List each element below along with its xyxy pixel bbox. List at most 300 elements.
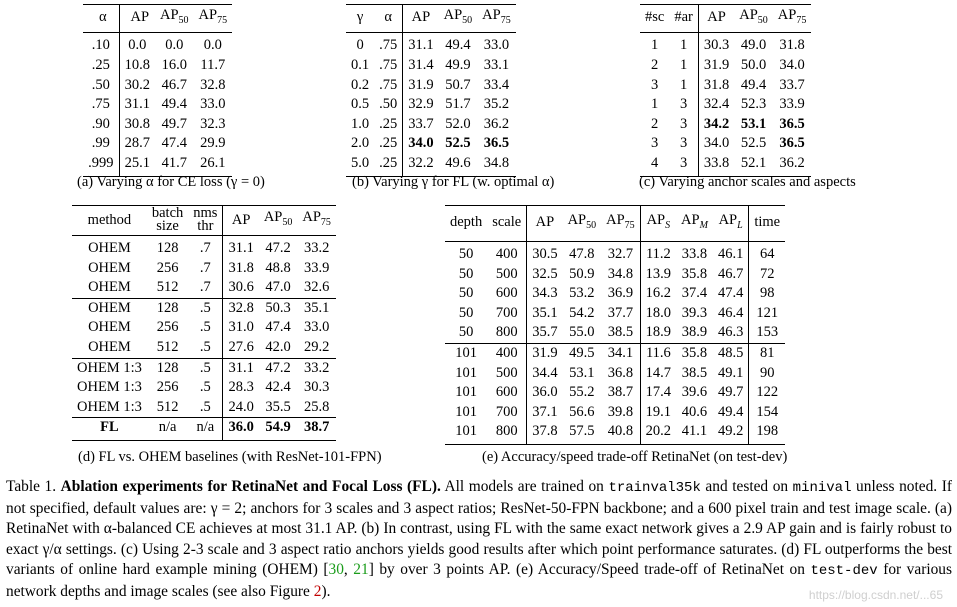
- col-header: depth: [445, 206, 487, 242]
- col-header: time: [749, 206, 785, 242]
- table-cell: 18.9: [645, 324, 672, 341]
- table-row: [346, 154, 516, 176]
- table-cell: .7: [188, 236, 223, 259]
- table-cell: 52.1: [734, 154, 773, 176]
- col-header: AP: [403, 5, 439, 33]
- table-cell: 38.7: [297, 418, 336, 441]
- table-cell: 31.8: [228, 259, 254, 276]
- table-cell: 700: [487, 403, 526, 423]
- table-cell: 25.1: [119, 154, 155, 176]
- table-cell: 34.1: [601, 343, 640, 363]
- table-cell: .5: [188, 398, 223, 418]
- table-d-grid: [72, 205, 336, 441]
- table-cell: 32.5: [532, 265, 558, 282]
- table-cell: 3: [669, 115, 698, 135]
- table-row: [83, 134, 232, 154]
- col-header: $AP_{75}$: [477, 5, 516, 33]
- table-cell: 49.1: [713, 364, 749, 384]
- table-cell: 40.6: [681, 403, 708, 420]
- table-cell: 198: [749, 422, 785, 444]
- figure-link[interactable]: 2: [313, 582, 322, 600]
- table-cell: .25: [83, 56, 119, 76]
- table-cell: 52.5: [445, 135, 471, 152]
- table-row: [445, 242, 785, 265]
- table-cell: 1: [669, 56, 698, 76]
- table-cell: 49.4: [161, 96, 187, 113]
- table-cell: 28.7: [124, 135, 150, 152]
- table-row: [83, 76, 232, 96]
- table-cell: 101: [455, 403, 477, 420]
- caption-title: Ablation experiments for RetinaNet and Focal Loss (FL).: [60, 478, 441, 495]
- table-b-grid: [346, 4, 516, 177]
- table-cell: 35.8: [676, 343, 713, 363]
- table-cell: 24.0: [228, 398, 254, 415]
- col-header: $AP_{75}$: [194, 5, 233, 33]
- caption-code: minival: [792, 480, 852, 496]
- table-cell: 50.7: [445, 76, 471, 93]
- table-cell: 17.4: [645, 384, 672, 401]
- table-d: [72, 205, 336, 441]
- table-cell: 11.6: [640, 343, 676, 363]
- caption-text: unless noted. If not specified, default values are: γ = 2; anchors for 3 scales and 3 aspect ratios; ResNet-50-FPN backbone; and a 600 pixel train and test image scale. (a) RetinaNet with α-balanced CE achieves at most 31.1 AP. (b) In contrast, using FL with the same exact network gives a 2.9 AP gain and is fairly robust to exact γ/α settings. (c) Using 2-3 scale and 3 aspect ratio anchors yields good results after which point performance saturates. (d) FL outperforms the best variants of online hard example mining (OHEM) [: [6, 478, 952, 579]
- col-header: $AP_{50}$: [155, 5, 194, 33]
- table-cell: 32.9: [408, 96, 434, 113]
- table-cell: 500: [487, 265, 526, 285]
- table-cell: 13.9: [645, 265, 672, 282]
- table-cell: 50.0: [740, 57, 767, 74]
- table-cell: 36.0: [223, 418, 259, 441]
- table-cell: 50: [458, 285, 474, 302]
- table-cell: 5.0: [346, 154, 374, 176]
- table-cell: 36.9: [601, 284, 640, 304]
- table-cell: 3: [651, 76, 659, 93]
- table-row: [445, 383, 785, 403]
- table-cell: .75: [83, 95, 119, 115]
- table-cell: 28.3: [228, 379, 254, 396]
- table-cell: 512: [156, 398, 179, 415]
- table-cell: 49.4: [445, 37, 471, 54]
- table-cell: 2.0: [351, 135, 370, 152]
- col-header: α: [374, 5, 403, 33]
- table-cell: 39.6: [681, 384, 708, 401]
- table-cell: 33.9: [779, 96, 805, 113]
- caption-code: test-dev: [810, 563, 878, 580]
- table-cell: 18.0: [645, 304, 672, 321]
- table-cell: 0.5: [351, 96, 370, 113]
- watermark: https://blog.csdn.net/...65: [808, 588, 943, 602]
- table-cell: 2: [651, 57, 659, 74]
- table-cell: 25.8: [303, 398, 330, 415]
- table-cell: 33.2: [297, 358, 336, 378]
- table-cell: 0: [356, 37, 364, 54]
- table-cell: 3: [651, 135, 659, 152]
- table-row: [83, 33, 232, 56]
- table-row: [445, 343, 785, 363]
- table-cell: 153: [756, 324, 779, 341]
- table-cell: 35.2: [483, 96, 510, 113]
- table-cell: 32.2: [403, 154, 439, 176]
- table-cell: 33.0: [303, 319, 330, 336]
- table-cell: 0.0: [128, 37, 147, 54]
- table-row: [72, 418, 336, 441]
- table-cell: OHEM: [88, 319, 131, 336]
- table-cell: 34.8: [601, 265, 640, 285]
- table-cell: .50: [374, 95, 403, 115]
- table-cell: 32.8: [200, 76, 226, 93]
- table-cell: 33.8: [681, 246, 708, 262]
- table-cell: 1: [669, 33, 698, 56]
- table-cell: 47.2: [265, 240, 291, 256]
- table-cell: 31.1: [408, 37, 434, 54]
- table-cell: 50: [458, 265, 474, 282]
- table-cell: 34.0: [779, 57, 805, 74]
- table-row: [72, 358, 336, 378]
- col-header: α: [83, 5, 119, 33]
- col-header: $AP_{50}$: [734, 5, 773, 33]
- table-cell: 256: [156, 379, 179, 396]
- table-e-grid: [445, 205, 785, 445]
- table-cell: 81: [749, 343, 785, 363]
- table-cell: 39.8: [601, 403, 640, 423]
- table-row: [346, 56, 516, 76]
- table-cell: 500: [487, 364, 526, 384]
- table-cell: 32.3: [200, 115, 226, 132]
- table-cell: 42.0: [265, 338, 291, 355]
- col-header: $AP_S$: [640, 206, 676, 242]
- table-cell: 41.1: [676, 422, 713, 444]
- table-cell: 52.5: [740, 135, 767, 152]
- table-row: [445, 364, 785, 384]
- table-cell: .10: [83, 33, 119, 56]
- table-cell: 800: [487, 422, 526, 444]
- table-cell: 52.0: [445, 115, 471, 132]
- table-row: [445, 265, 785, 285]
- table-cell: 35.1: [532, 304, 558, 321]
- table-cell: 122: [756, 384, 779, 401]
- table-row: [445, 284, 785, 304]
- table-cell: 46.7: [161, 76, 187, 93]
- col-header: $AP_L$: [713, 206, 749, 242]
- table-cell: 54.9: [259, 418, 298, 441]
- table-cell: 49.4: [713, 403, 749, 423]
- table-cell: 128: [147, 298, 188, 318]
- table-cell: 33.4: [483, 76, 510, 93]
- table-cell: OHEM 1:3: [77, 379, 142, 396]
- table-row: [83, 95, 232, 115]
- table-cell: 49.2: [713, 422, 749, 444]
- table-cell: 121: [756, 304, 779, 321]
- table-cell: 48.8: [265, 259, 291, 276]
- table-b-caption: (b) Varying γ for FL (w. optimal α): [352, 174, 555, 190]
- table-cell: 31.8: [703, 76, 730, 93]
- table-cell: .25: [374, 134, 403, 154]
- table-cell: .25: [374, 115, 403, 135]
- table-cell: 33.2: [303, 240, 330, 256]
- table-cell: n/a: [188, 418, 223, 441]
- table-cell: .7: [188, 278, 223, 298]
- table-cell: .7: [188, 259, 223, 279]
- caption-text: for various network depths and image scales (see also Figure: [6, 561, 952, 600]
- table-cell: 128: [156, 240, 179, 256]
- table-cell: 33.7: [779, 76, 805, 93]
- table-cell: 40.8: [601, 422, 640, 444]
- col-header: AP: [698, 5, 734, 33]
- col-header: AP: [527, 206, 563, 242]
- table-row: [640, 95, 811, 115]
- table-cell: 46.4: [713, 304, 749, 324]
- table-cell: 154: [756, 403, 779, 420]
- table-cell: 4: [640, 154, 669, 176]
- table-cell: 101: [455, 384, 477, 401]
- table-cell: 30.5: [532, 246, 558, 262]
- table-cell: 256: [156, 259, 179, 276]
- table-cell: 64: [759, 246, 775, 262]
- table-cell: 72: [759, 265, 775, 282]
- table-cell: 1: [651, 37, 659, 54]
- table-cell: 31.9: [703, 57, 730, 74]
- table-cell: 33.1: [483, 57, 510, 74]
- table-cell: 1: [651, 96, 659, 113]
- table-cell: .5: [188, 298, 223, 318]
- table-cell: 38.9: [681, 324, 708, 341]
- table-cell: 30.3: [303, 379, 330, 396]
- table-row: [445, 403, 785, 423]
- table-row: [445, 304, 785, 324]
- table-cell: 98: [759, 285, 775, 302]
- table-cell: 37.7: [601, 304, 640, 324]
- table-cell: OHEM: [88, 279, 131, 296]
- table-cell: 33.9: [303, 259, 330, 276]
- table-cell: 16.0: [161, 57, 187, 74]
- table-cell: .75: [374, 56, 403, 76]
- table-cell: 3: [669, 154, 698, 176]
- table-cell: 29.2: [303, 338, 330, 355]
- table-cell: 30.2: [124, 76, 150, 93]
- table-cell: 46.7: [713, 265, 749, 285]
- table-cell: 47.4: [161, 135, 187, 152]
- table-row: [445, 422, 785, 444]
- caption-label: Table 1.: [6, 478, 57, 495]
- table-cell: 3: [669, 95, 698, 115]
- table-cell: 36.5: [483, 135, 510, 152]
- table-cell: 49.0: [740, 37, 767, 54]
- table-row: [83, 56, 232, 76]
- col-header: γ: [346, 5, 374, 33]
- table-cell: 49.6: [439, 154, 478, 176]
- col-header: $AP_{50}$: [259, 206, 298, 236]
- table-cell: 31.9: [408, 76, 434, 93]
- table-cell: OHEM: [72, 298, 147, 318]
- table-cell: 35.1: [297, 298, 336, 318]
- table-cell: FL: [72, 418, 147, 441]
- table-cell: 56.6: [569, 403, 595, 420]
- table-cell: 256: [156, 319, 179, 336]
- table-cell: 2: [651, 115, 659, 132]
- table-cell: 11.7: [200, 57, 226, 74]
- table-cell: 0.0: [203, 37, 222, 54]
- col-header: $AP_{50}$: [439, 5, 478, 33]
- table-cell: 600: [487, 383, 526, 403]
- table-cell: 16.2: [645, 285, 672, 302]
- table-cell: 53.1: [740, 115, 767, 132]
- table-cell: 50.9: [569, 265, 595, 282]
- table-cell: .5: [188, 378, 223, 398]
- table-cell: 37.8: [527, 422, 563, 444]
- table-cell: 48.5: [713, 343, 749, 363]
- table-cell: 49.5: [563, 343, 602, 363]
- table-cell: 34.0: [703, 135, 730, 152]
- table-cell: 46.3: [713, 323, 749, 343]
- table-cell: 19.1: [645, 403, 672, 420]
- table-cell: 50.3: [259, 298, 298, 318]
- table-cell: 35.5: [265, 398, 291, 415]
- col-header: nms thr: [188, 206, 223, 236]
- table-cell: OHEM: [88, 338, 131, 355]
- caption-text: ,: [343, 561, 354, 579]
- table-row: [72, 378, 336, 398]
- col-header: method: [72, 206, 147, 236]
- table-cell: 20.2: [640, 422, 676, 444]
- table-cell: 37.4: [681, 285, 708, 302]
- table-row: [640, 134, 811, 154]
- table-cell: 31.8: [779, 37, 805, 54]
- table-caption: [6, 477, 952, 603]
- table-cell: 0.1: [351, 57, 370, 74]
- table-row: [346, 95, 516, 115]
- table-cell: 30.6: [228, 279, 254, 296]
- table-row: [640, 115, 811, 135]
- table-cell: 49.9: [445, 57, 471, 74]
- table-cell: 47.4: [265, 319, 291, 336]
- table-e: [445, 205, 785, 445]
- table-cell: 47.8: [569, 246, 595, 262]
- table-row: [72, 259, 336, 279]
- table-cell: 49.7: [713, 383, 749, 403]
- col-header: AP: [119, 5, 155, 33]
- col-header: AP: [223, 206, 259, 236]
- table-cell: .75: [374, 33, 403, 56]
- table-cell: 32.7: [601, 242, 640, 265]
- caption-text: All models are trained on: [440, 478, 609, 495]
- table-cell: 27.6: [228, 338, 254, 355]
- table-row: [640, 56, 811, 76]
- table-cell: 31.1: [124, 96, 150, 113]
- table-cell: .5: [188, 338, 223, 358]
- table-cell: 49.4: [740, 76, 767, 93]
- table-cell: 35.8: [681, 265, 708, 282]
- table-row: [346, 134, 516, 154]
- table-cell: 39.3: [681, 304, 708, 321]
- table-cell: 32.8: [223, 298, 259, 318]
- table-row: [83, 115, 232, 135]
- table-cell: 57.5: [563, 422, 602, 444]
- table-a: [83, 4, 232, 177]
- table-cell: 47.4: [713, 284, 749, 304]
- table-d-caption: (d) FL vs. OHEM baselines (with ResNet-101-FPN): [78, 449, 382, 465]
- table-cell: OHEM: [88, 240, 131, 256]
- table-cell: 10.8: [124, 57, 150, 74]
- table-cell: 128: [147, 358, 188, 378]
- table-cell: 34.3: [532, 285, 558, 302]
- table-cell: 36.2: [483, 115, 510, 132]
- table-cell: 400: [487, 242, 526, 265]
- table-cell: 32.6: [303, 279, 330, 296]
- table-cell: 101: [445, 422, 487, 444]
- table-cell: 512: [156, 279, 179, 296]
- table-cell: 36.8: [601, 364, 640, 384]
- table-cell: 31.4: [408, 57, 434, 74]
- table-cell: OHEM: [88, 259, 131, 276]
- table-cell: 14.7: [645, 364, 672, 381]
- table-cell: 47.2: [259, 358, 298, 378]
- col-header: $AP_{50}$: [563, 206, 602, 242]
- table-cell: 33.8: [698, 154, 734, 176]
- table-cell: 29.9: [200, 135, 226, 152]
- table-cell: 53.1: [569, 364, 595, 381]
- table-c-grid: [640, 4, 811, 177]
- table-cell: 101: [445, 343, 487, 363]
- table-cell: 400: [487, 343, 526, 363]
- table-cell: 3: [669, 134, 698, 154]
- table-cell: 34.2: [703, 115, 730, 132]
- table-cell: 47.0: [265, 279, 291, 296]
- table-cell: 38.5: [601, 323, 640, 343]
- table-cell: 36.0: [532, 384, 558, 401]
- col-header: $AP_{75}$: [297, 206, 336, 236]
- citation-link[interactable]: 21: [353, 561, 369, 579]
- citation-link[interactable]: 30: [328, 561, 344, 579]
- col-header: #sc: [640, 5, 669, 33]
- table-cell: 33.7: [408, 115, 434, 132]
- table-cell: 0.0: [165, 37, 184, 54]
- table-cell: 31.9: [527, 343, 563, 363]
- table-cell: 31.1: [223, 358, 259, 378]
- table-cell: 30.8: [124, 115, 150, 132]
- table-cell: 36.5: [779, 115, 805, 132]
- table-cell: .50: [83, 76, 119, 96]
- table-b: [346, 4, 516, 177]
- caption-text: and tested on: [700, 478, 793, 495]
- table-row: [640, 154, 811, 176]
- table-cell: OHEM 1:3: [72, 358, 147, 378]
- table-cell: 54.2: [569, 304, 595, 321]
- table-c: [640, 4, 811, 177]
- table-cell: 30.3: [703, 37, 730, 54]
- table-cell: 26.1: [194, 154, 233, 176]
- table-cell: 36.2: [773, 154, 812, 176]
- table-cell: 34.4: [532, 364, 558, 381]
- table-cell: 37.1: [532, 403, 558, 420]
- table-cell: .90: [83, 115, 119, 135]
- table-cell: 52.3: [740, 96, 767, 113]
- table-cell: 50: [458, 324, 474, 341]
- table-cell: 55.0: [569, 324, 595, 341]
- table-cell: .99: [83, 134, 119, 154]
- caption-text: ] by over 3 points AP. (e) Accuracy/Speed trade-off of RetinaNet on: [368, 561, 811, 579]
- table-cell: 53.2: [569, 285, 595, 302]
- table-a-caption: (a) Varying α for CE loss (γ = 0): [77, 174, 265, 190]
- table-cell: .25: [374, 154, 403, 176]
- table-cell: 42.4: [265, 379, 291, 396]
- caption-text: ).: [321, 582, 331, 600]
- table-row: [72, 398, 336, 418]
- table-row: [72, 338, 336, 358]
- table-cell: 512: [156, 338, 179, 355]
- table-cell: 90: [759, 364, 775, 381]
- table-cell: 32.4: [703, 96, 730, 113]
- table-row: [72, 298, 336, 318]
- table-cell: 41.7: [155, 154, 194, 176]
